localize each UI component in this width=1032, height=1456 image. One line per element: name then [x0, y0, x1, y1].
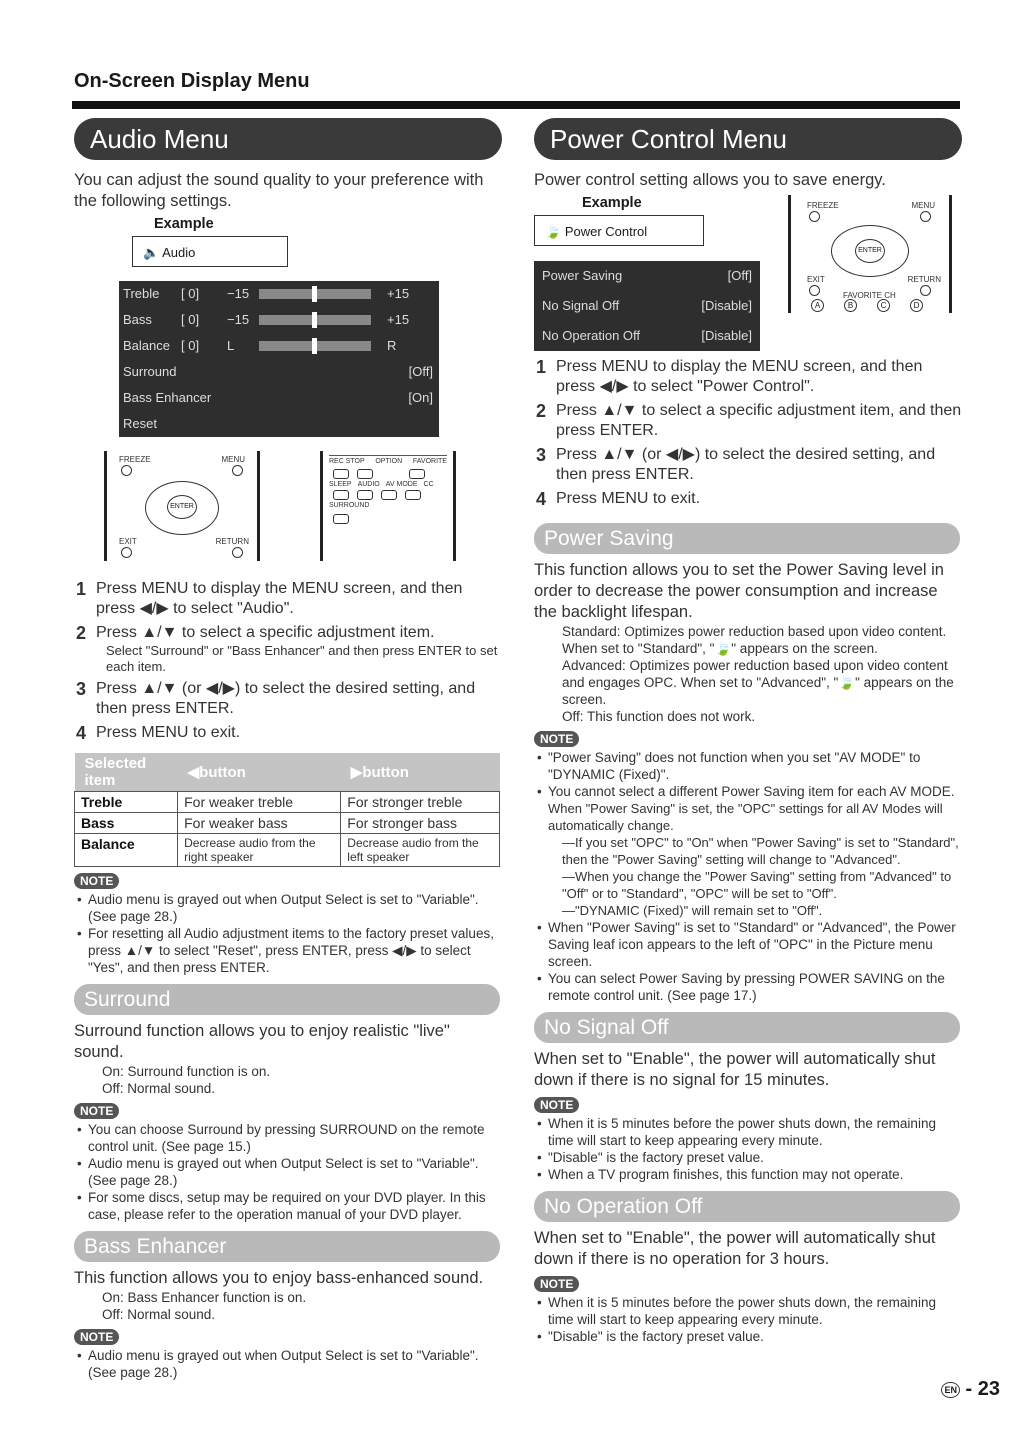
power-saving-intro: This function allows you to set the Power Saving level in order to decrease the power consumption and increase the backlight lifespan.: [534, 561, 944, 621]
note-badge: NOTE: [74, 1329, 119, 1345]
osd-menu-item: No Operation Off [Disable]: [542, 328, 752, 343]
audio-steps: [74, 579, 502, 743]
power-saving-advanced: Advanced: Optimizes power reduction based upon video content and engages OPC. When set to "Advanced", "🍃" appears on the screen.: [562, 658, 954, 707]
no-signal-off-banner: No Signal Off: [534, 1012, 960, 1043]
power-osd-menu: [534, 261, 760, 351]
no-operation-off-intro: When set to "Enable", the power will automatically shut down if there is no operation for 3 hours.: [534, 1229, 936, 1268]
bass-enhancer-banner: Bass Enhancer: [74, 1231, 500, 1262]
audio-column: [74, 118, 502, 1381]
osd-menu-item: Treble [ 0] −15 +15: [123, 286, 410, 301]
menu-button: [232, 465, 243, 476]
power-steps: 1 Press MENU to display the MENU screen, and then press ◀/▶ to select "Power Control". 2 Press ▲/▼ to select a specific adjustment item, and then press ENTER. 3 Press ▲/▼ (or ◀/▶) to select the desired setting, and then press ENTER. 4 Press MENU to exit.: [536, 357, 962, 509]
audio-remote-illustrations: [74, 451, 502, 579]
audio-example-label: Example: [154, 216, 214, 232]
osd-menu-item: Power Saving [Off]: [542, 268, 752, 283]
page-header: On-Screen Display Menu: [74, 70, 310, 92]
bass-enhancer-on: On: Bass Enhancer function is on.: [102, 1290, 307, 1305]
table-row: Balance Decrease audio from the right speaker Decrease audio from the left speaker: [75, 834, 500, 867]
power-saving-standard: Standard: Optimizes power reduction based upon video content. When set to "Standard", "🍃" appears on the screen.: [562, 624, 947, 656]
level-slider: [259, 315, 371, 325]
table-row: Bass For weaker bass For stronger bass: [75, 813, 500, 834]
no-operation-off-banner: No Operation Off: [534, 1191, 960, 1222]
audio-button-table: Selected item ◀button ▶button Treble For weaker treble For stronger treble Bass For weaker bass For stronger bass Balance Decrease audio from the right speaker Decrease audio from the left speaker: [74, 753, 500, 867]
audio-step-1: 1 Press MENU to display the MENU screen, and then press ◀/▶ to select "Audio".: [76, 579, 463, 617]
page-number: EN - 23: [941, 1378, 1000, 1401]
audio-intro: You can adjust the sound quality to your preference with the following settings.: [74, 171, 484, 210]
enter-button: ENTER: [855, 239, 885, 263]
no-operation-off-notes: • When it is 5 minutes before the power shuts down, the remaining time will start to keep appearing every minute. • "Disable" is the factory preset value.: [534, 1294, 962, 1345]
power-control-banner: Power Control Menu: [534, 118, 962, 160]
note-badge: NOTE: [534, 1097, 579, 1113]
note-badge: NOTE: [534, 1276, 579, 1292]
audio-step-2-bullet: Select "Surround" or "Bass Enhancer" and then press ENTER to set each item.: [106, 643, 498, 674]
remote-control-left: FREEZE MENU ENTER EXIT RETURN: [104, 451, 260, 561]
osd-menu-item: Bass [ 0] −15 +15: [123, 312, 410, 327]
enter-button: ENTER: [167, 495, 197, 519]
osd-menu-item: Bass Enhancer [On]: [123, 390, 433, 405]
audio-step-2: 2 Press ▲/▼ to select a specific adjustment item. Select "Surround" or "Bass Enhancer" and then press ENTER to set each item.: [74, 623, 502, 675]
power-saving-banner: Power Saving: [534, 523, 960, 554]
surround-on: On: Surround function is on.: [102, 1064, 271, 1079]
leaf-icon: 🍃: [545, 224, 565, 239]
note-badge: NOTE: [74, 873, 119, 889]
power-saving-off: Off: This function does not work.: [562, 709, 756, 724]
bass-enhancer-notes: • Audio menu is grayed out when Output Select is set to "Variable". (See page 28.): [74, 1347, 502, 1381]
audio-notes: • Audio menu is grayed out when Output Select is set to "Variable". (See page 28.) • For resetting all Audio adjustment items to the factory preset values, press ▲/▼ to select "Reset", press ENTER, press ◀/▶ to select "Yes", and then press ENTER.: [74, 891, 502, 976]
return-button: [232, 547, 243, 558]
power-osd-title: 🍃 Power Control: [534, 215, 704, 246]
osd-menu-item: Surround [Off]: [123, 364, 433, 379]
no-signal-off-notes: • When it is 5 minutes before the power shuts down, the remaining time will start to keep appearing every minute. • "Disable" is the factory preset value. • When a TV program finishes, this function may not operate.: [534, 1115, 962, 1183]
surround-button: [333, 514, 349, 524]
osd-menu-item: Reset: [123, 416, 157, 431]
remote-control-right: REC STOP OPTION FAVORITE SLEEP AUDIO AV MODE CC SURROUND: [320, 451, 456, 561]
power-remote-illustration: FREEZE MENU ENTER EXIT RETURN FAVORITE CH A B C D: [788, 195, 952, 313]
note-badge: NOTE: [534, 731, 579, 747]
audio-osd-title: 🔈 Audio: [132, 236, 288, 267]
bass-enhancer-off: Off: Normal sound.: [102, 1307, 216, 1322]
power-intro: Power control setting allows you to save energy.: [534, 171, 886, 189]
table-row: Treble For weaker treble For stronger treble: [75, 792, 500, 813]
osd-menu-item: No Signal Off [Disable]: [542, 298, 752, 313]
freeze-button: [121, 465, 132, 476]
bass-enhancer-intro: This function allows you to enjoy bass-enhanced sound.: [74, 1269, 484, 1287]
no-signal-off-intro: When set to "Enable", the power will automatically shut down if there is no signal for 15 minutes.: [534, 1050, 936, 1089]
surround-off: Off: Normal sound.: [102, 1081, 216, 1096]
audio-menu-banner: Audio Menu: [74, 118, 502, 160]
surround-notes: • You can choose Surround by pressing SURROUND on the remote control unit. (See page 15.) • Audio menu is grayed out when Output Select is set to "Variable". (See page 28.) • For some discs, setup may be required on your DVD player. In this case, please refer to the operation manual of your DVD player.: [74, 1121, 502, 1223]
power-column: [534, 118, 962, 1345]
surround-banner: Surround: [74, 984, 500, 1015]
audio-step-3: 3 Press ▲/▼ (or ◀/▶) to select the desired setting, and then press ENTER.: [76, 679, 476, 717]
power-saving-notes: • "Power Saving" does not function when you set "AV MODE" to "DYNAMIC (Fixed)". • You cannot select a different Power Saving item for each AV MODE. When "Power Saving" is set, the "OPC" settings for all AV Modes will automatically change. —If you set "OPC" to "On" when "Power Saving" is set to "Standard", then the "Power Saving" setting will change to "Advanced". —When you change the "Power Saving" setting from "Advanced" to "Off" or to "Standard", "OPC" will be set to "Off". —"DYNAMIC (Fixed)" will remain set to "Off". • When "Power Saving" is set to "Standard" or "Advanced", the Power Saving leaf icon appears to the left of "OPC" in the Picture menu screen. • You can select Power Saving by pressing POWER SAVING on the remote control unit. (See page 17.): [534, 749, 962, 1004]
exit-button: [121, 547, 132, 558]
audio-osd-menu: [119, 281, 439, 437]
level-slider: [259, 341, 371, 351]
note-badge: NOTE: [74, 1103, 119, 1119]
audio-step-4: 4 Press MENU to exit.: [76, 723, 241, 743]
header-rule: [72, 101, 960, 109]
osd-menu-item: Balance [ 0] L R: [123, 338, 397, 353]
power-example-label: Example: [582, 195, 642, 211]
level-slider: [259, 289, 371, 299]
speaker-icon: 🔈: [143, 245, 163, 260]
power-example-area: [534, 195, 962, 345]
surround-intro: Surround function allows you to enjoy realistic "live" sound.: [74, 1022, 450, 1061]
